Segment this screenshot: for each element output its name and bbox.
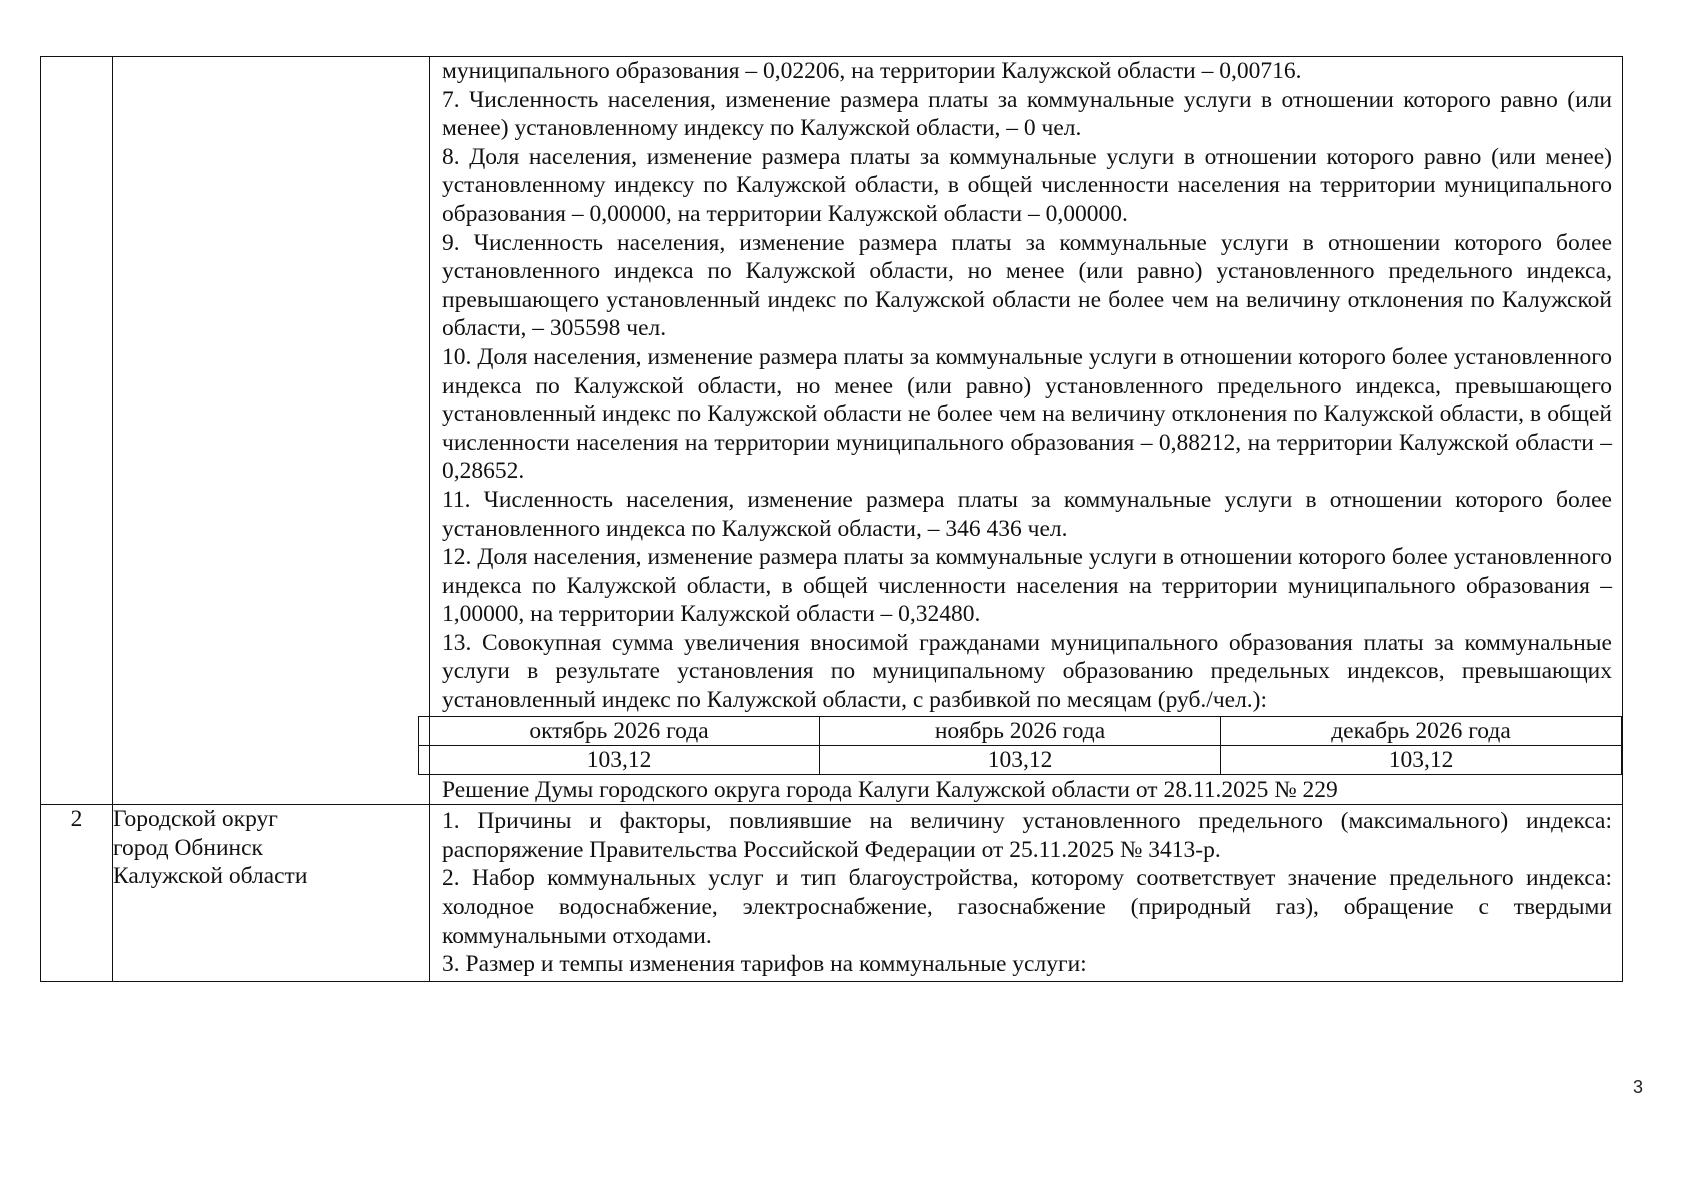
municipality-name-line-1: Городской округ <box>113 806 278 833</box>
municipality-name-line-3: Калужской области <box>113 863 308 890</box>
row1-number-cell <box>41 57 113 805</box>
paragraph-12: 12. Доля населения, изменение размера платы за коммунальные услуги в отношении которого более установленного индекса по Калужской области, в общей численности населения на территории муниципального образования – 1,00000, на территории Калужской области – 0,32480. <box>442 544 1612 628</box>
duma-decision-reference: Решение Думы городского округа города Калуги Калужской области от 28.11.2025 № 229 <box>442 776 1338 803</box>
month-value-october: 103,12 <box>419 745 820 774</box>
paragraph-13: 13. Совокупная сумма увеличения вносимой гражданами муниципального образования платы за коммунальные услуги в результате установления по муниципальному образованию предельных индексов, превышающих установленный индекс по Калужской области, с разбивкой по месяцам (руб./чел.): <box>442 629 1612 714</box>
paragraph-8: 8. Доля населения, изменение размера платы за коммунальные услуги в отношении которого равно (или менее) установленному индексу по Калужской области, в общей численности населения на территории муниципального образования – 0,00000, на территории Калужской области – 0,00000. <box>442 143 1612 227</box>
table-row-2 <box>41 805 1623 982</box>
paragraph-9: 9. Численность населения, изменение размера платы за коммунальные услуги в отношении которого более установленного индекса по Калужской области, но менее (или равно) установленного предельного индекса, превышающего установленный индекс по Калужской области не более чем на величину отклонения по Калужской области, – 305598 чел. <box>442 229 1612 342</box>
month-value-november: 103,12 <box>820 745 1221 774</box>
row2-text-cell <box>430 805 1623 982</box>
month-header-december: декабрь 2026 года <box>1221 716 1622 745</box>
row1-name-cell <box>113 57 430 805</box>
month-header-october: октябрь 2026 года <box>419 716 820 745</box>
paragraph-7: 7. Численность населения, изменение размера платы за коммунальные услуги в отношении которого равно (или менее) установленному индексу по Калужской области, – 0 чел. <box>442 86 1612 142</box>
paragraph-11: 11. Численность населения, изменение размера платы за коммунальные услуги в отношении которого более установленного индекса по Калужской области, – 346 436 чел. <box>442 486 1612 542</box>
table-row-1 <box>41 57 1623 805</box>
paragraph-continuation: муниципального образования – 0,02206, на территории Калужской области – 0,00716. <box>442 58 1302 84</box>
page-number: 3 <box>1632 1077 1643 1097</box>
monthly-sum-header-row <box>419 716 1622 745</box>
monthly-sum-value-row <box>419 745 1622 774</box>
row2-paragraph-2: 2. Набор коммунальных услуг и тип благоустройства, которому соответствует значение предельного индекса: холодное водоснабжение, электроснабжение, газоснабжение (природный газ), обращение с твердыми коммунальными отходами. <box>442 865 1612 949</box>
row1-text-cell <box>430 57 1623 805</box>
month-value-december: 103,12 <box>1221 745 1622 774</box>
row2-paragraph-3: 3. Размер и темпы изменения тарифов на коммунальные услуги: <box>442 951 1087 978</box>
paragraph-10: 10. Доля населения, изменение размера платы за коммунальные услуги в отношении которого более установленного индекса по Калужской области, но менее (или равно) установленного предельного индекса, превышающего установленный индекс по Калужской области не более чем на величину отклонения по Калужской области, в общей численности населения на территории муниципального образования – 0,88212, на территории Калужской области – 0,28652. <box>442 343 1612 485</box>
monthly-sum-table <box>418 716 1622 775</box>
row2-number-cell: 2 <box>41 805 113 982</box>
document-table <box>40 56 1623 982</box>
row2-paragraph-1: 1. Причины и факторы, повлиявшие на величину установленного предельного (максимального) индекса: распоряжение Правительства Российской Федерации от 25.11.2025 № 3413-р. <box>442 808 1612 863</box>
row2-name-cell <box>113 805 430 982</box>
municipality-name-line-2: город Обнинск <box>113 834 263 861</box>
month-header-november: ноябрь 2026 года <box>820 716 1221 745</box>
